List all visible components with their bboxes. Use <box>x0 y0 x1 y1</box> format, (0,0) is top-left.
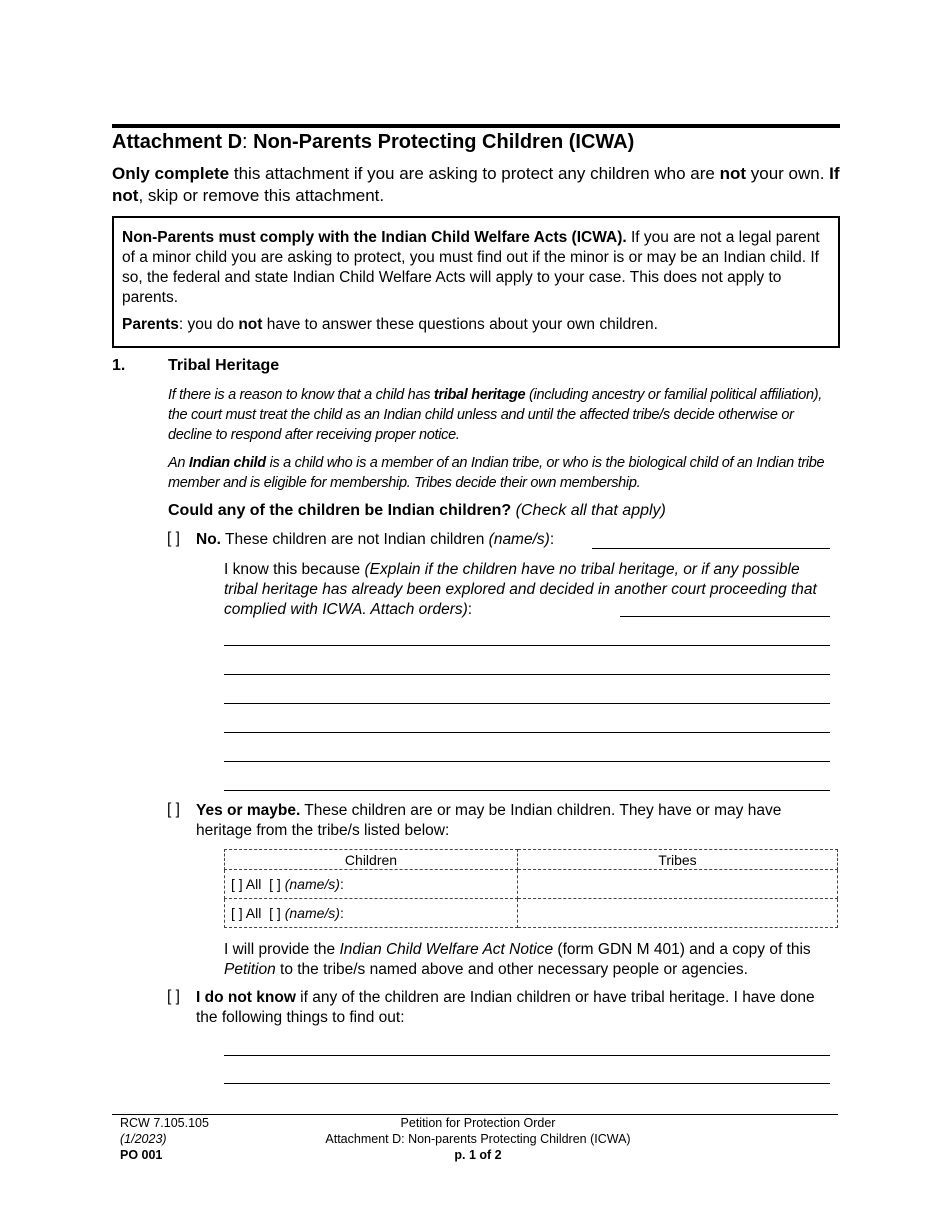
tribal-text-1: If there is a reason to know that a child has <box>168 387 434 403</box>
provision-italic-1: Indian Child Welfare Act Notice <box>339 941 554 958</box>
yes-option-label <box>196 801 816 841</box>
no-option-label <box>196 530 554 550</box>
explain-field-line-4[interactable] <box>224 703 830 704</box>
explain-colon: : <box>467 601 473 618</box>
all-checkbox[interactable]: [ ] All <box>231 905 262 921</box>
no-colon: : <box>549 531 555 548</box>
intro-bold-1: Only complete <box>112 164 230 183</box>
tribal-text-2: (including ancestry or familial political affiliation), the court must treat the child as an Indian child unless and until the affected tribe/s decide otherwise or decline to respond after receiving proper notice. <box>168 387 822 443</box>
indian-child-paragraph <box>168 453 840 493</box>
footer-rcw: RCW 7.105.105 <box>120 1116 209 1130</box>
intro-bold-2: not <box>719 164 747 183</box>
header-children: Children <box>225 850 518 870</box>
parents-text-1: : you do <box>178 316 239 333</box>
explain-field-line-2[interactable] <box>224 645 830 646</box>
table-row <box>225 870 838 899</box>
notice-provision-paragraph <box>224 940 836 980</box>
title-attachment: Attachment D <box>112 131 243 153</box>
parents-bold: Parents <box>122 316 179 333</box>
no-label: No. <box>196 531 221 548</box>
names-colon: : <box>339 905 344 921</box>
footer-date: (1/2023) <box>120 1132 167 1146</box>
notice-bold: Non-Parents must comply with the Indian Child Welfare Acts (ICWA). <box>122 229 627 246</box>
footer-doc-title: Petition for Protection Order <box>400 1116 556 1130</box>
all-checkbox[interactable]: [ ] All <box>231 876 262 892</box>
intro-bold-3: If not <box>112 164 840 205</box>
unknown-field-line-1[interactable] <box>224 1055 830 1056</box>
children-cell[interactable] <box>225 870 518 899</box>
table-row <box>225 899 838 928</box>
tribes-cell[interactable] <box>518 899 838 928</box>
intro-text-1: this attachment if you are asking to protect any children who are <box>229 164 720 183</box>
unknown-option-label <box>196 988 840 1028</box>
footer-center <box>278 1115 678 1163</box>
section-title: Tribal Heritage <box>168 357 280 374</box>
table-header-row <box>225 850 838 870</box>
no-explanation-prompt <box>224 560 830 620</box>
no-hint: (name/s) <box>488 531 550 548</box>
parents-paragraph <box>122 315 832 335</box>
notice-text: If you are not a legal parent of a minor child you are asking to protect, you must find out if the minor is or may be an Indian child. If so, the federal and state Indian Child Welfare Acts will apply to your case. This does not apply to parents. <box>122 229 820 306</box>
explain-field-line-3[interactable] <box>224 674 830 675</box>
provision-text-3: to the tribe/s named above and other necessary people or agencies. <box>275 961 748 978</box>
tribes-cell[interactable] <box>518 870 838 899</box>
intro-text-3: , skip or remove this attachment. <box>138 186 385 205</box>
provision-text-2: (form GDN M 401) and a copy of this <box>553 941 811 958</box>
explain-text: I know this because <box>224 561 365 578</box>
tribal-heritage-paragraph <box>168 385 840 445</box>
footer-page-number: p. 1 of 2 <box>454 1148 502 1162</box>
indian-text-1: An <box>168 455 189 471</box>
explain-field-line-1[interactable] <box>620 616 830 617</box>
names-hint: (name/s) <box>284 905 340 921</box>
intro-text-2: your own. <box>746 164 830 183</box>
indian-bold: Indian child <box>188 455 266 471</box>
intro-paragraph <box>112 163 842 207</box>
unknown-text: if any of the children are Indian children or have tribal heritage. I have done the following things to find out: <box>196 989 815 1026</box>
footer-form-number: PO 001 <box>120 1148 163 1162</box>
names-checkbox[interactable]: [ ] <box>269 905 281 921</box>
page-title <box>112 130 634 154</box>
yes-checkbox[interactable]: [ ] <box>167 801 180 818</box>
title-colon: : <box>242 131 248 153</box>
names-hint: (name/s) <box>284 876 340 892</box>
indian-text-2: is a child who is a member of an Indian tribe, or who is the biological child of an Indian tribe member and is eligible for membership. Tribes decide their own membership. <box>168 455 825 491</box>
explain-field-line-7[interactable] <box>224 790 830 791</box>
tribal-bold: tribal heritage <box>433 387 526 403</box>
title-rule <box>112 124 840 128</box>
notice-paragraph <box>122 228 832 308</box>
children-cell[interactable] <box>225 899 518 928</box>
no-checkbox[interactable]: [ ] <box>167 530 180 547</box>
names-checkbox[interactable]: [ ] <box>269 876 281 892</box>
no-text: These children are not Indian children <box>220 531 489 548</box>
footer-left <box>120 1115 209 1163</box>
parents-not: not <box>238 316 263 333</box>
no-names-field[interactable] <box>592 548 830 549</box>
provision-italic-2: Petition <box>224 961 276 978</box>
question-text: Could any of the children be Indian children? <box>168 502 512 519</box>
explain-field-line-5[interactable] <box>224 732 830 733</box>
explain-italic: (Explain if the children have no tribal heritage, or if any possible tribal heritage has already been explored and decided in another court proceeding that complied with ICWA. Attach orders) <box>224 561 817 618</box>
unknown-field-line-2[interactable] <box>224 1083 830 1084</box>
yes-label: Yes or maybe. <box>196 802 301 819</box>
unknown-label: I do not know <box>196 989 296 1006</box>
footer-doc-subtitle: Attachment D: Non-parents Protecting Children (ICWA) <box>325 1132 631 1146</box>
question <box>168 502 666 520</box>
unknown-checkbox[interactable]: [ ] <box>167 988 180 1005</box>
parents-text-2: have to answer these questions about your own children. <box>262 316 658 333</box>
header-tribes: Tribes <box>518 850 838 870</box>
question-hint: (Check all that apply) <box>515 502 666 519</box>
section-number: 1. <box>112 357 126 374</box>
title-rest: Non-Parents Protecting Children (ICWA) <box>253 131 635 153</box>
yes-text: These children are or may be Indian children. They have or may have heritage from the tribe/s listed below: <box>196 802 782 839</box>
tribes-table <box>224 849 838 928</box>
provision-text-1: I will provide the <box>224 941 340 958</box>
names-colon: : <box>339 876 344 892</box>
explain-field-line-6[interactable] <box>224 761 830 762</box>
